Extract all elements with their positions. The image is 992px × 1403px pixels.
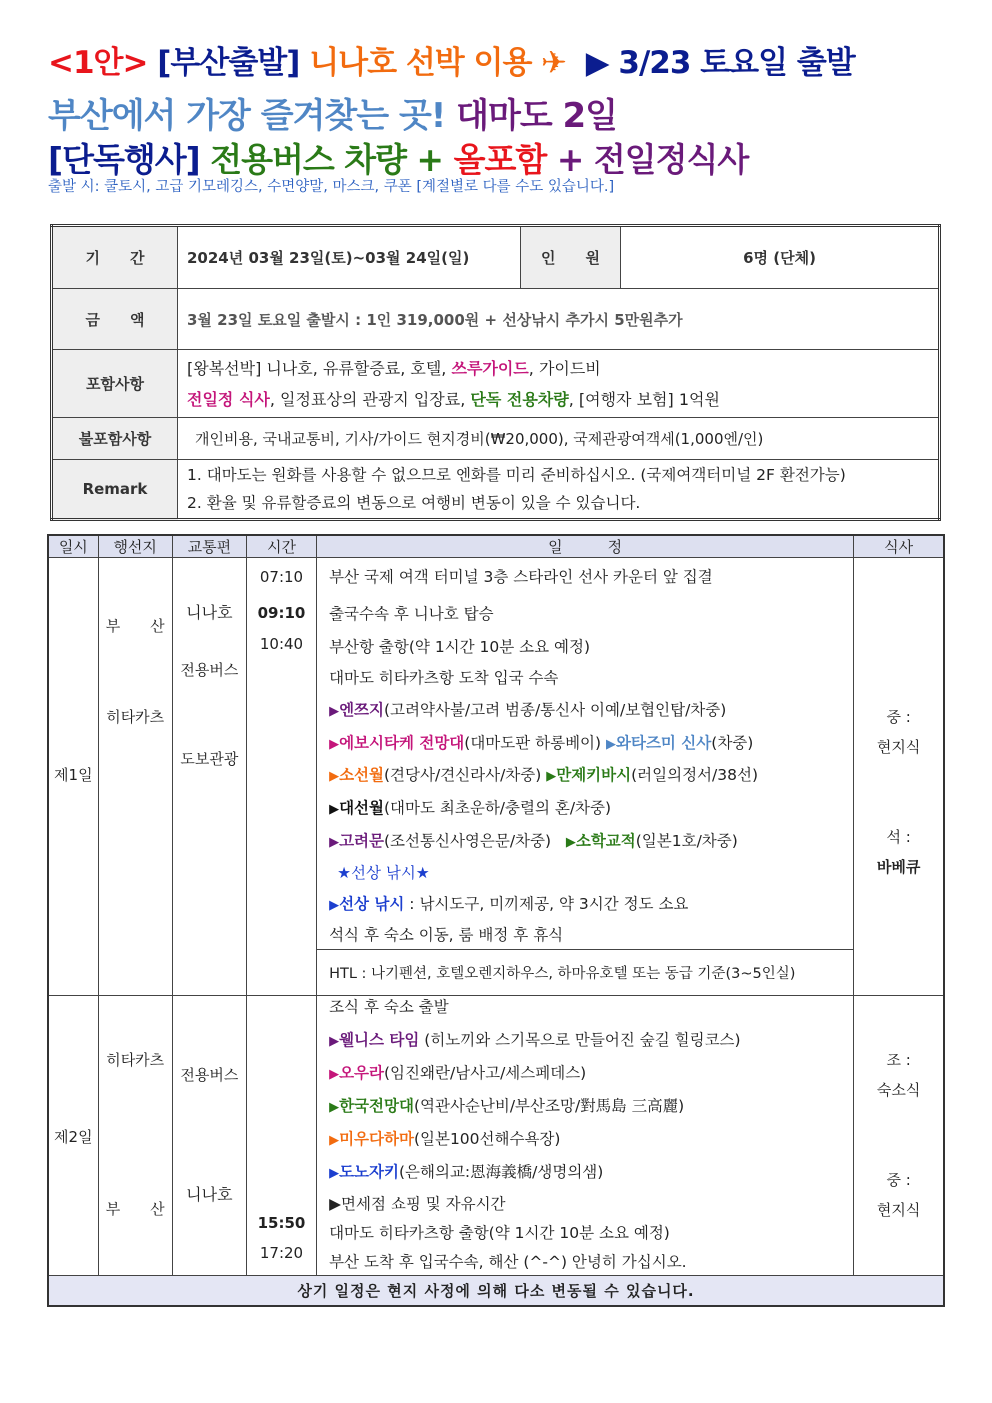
day1-time-cell (246, 558, 316, 996)
day1-lunch-label: 중 : (886, 708, 911, 726)
included-text-1: [왕복선박] 니나호, 유류할증료, 호텔, (187, 358, 452, 378)
bus-label: 전용버스 차량 + (210, 140, 444, 179)
day1-spot-entsuji-desc: (고려약사불/고려 범종/통신사 이예/보협인탑/차중) (384, 701, 727, 719)
day2-activity-5: ▶미우다하마(일본100선해수욕장) (329, 1130, 561, 1148)
day2-activities (317, 996, 854, 1276)
included-text-3: , 일정표상의 관광지 입장료, (269, 389, 471, 409)
day2-transport-bus: 전용버스 (180, 1066, 239, 1084)
day2-dest-hitakatsu: 히타카츠 (106, 1051, 165, 1069)
day1-transport-bus: 전용버스 (180, 661, 239, 679)
day1-spot-kofunakoshi: 소선월 (339, 766, 384, 784)
day1-fishing-desc: : 낚시도구, 미끼제공, 약 3시간 정도 소요 (404, 895, 689, 913)
included-text-2: , 가이드비 (528, 358, 601, 378)
day1-transport-cell (172, 558, 246, 996)
day1-spot-ofunakoshi-desc: (대마도 최초운하/충렬의 혼/차중) (384, 799, 612, 817)
day1-activity-9: ▶고려문(조선통신사영은문/차중) ▶소학교적(일본1호/차중) (329, 832, 738, 850)
day1-activity-5: ▶엔쯔지(고려약사불/고려 범종/통신사 이예/보협인탑/차중) (329, 701, 727, 719)
day2-spot-oura: 오우라 (339, 1064, 384, 1082)
day1-label: 제1일 (54, 766, 93, 784)
day1-spot-watazumi-desc: (차중) (711, 734, 754, 752)
remark-label: Remark (52, 460, 178, 520)
plan-label: <1안> (48, 45, 148, 81)
day2-time-cell (246, 996, 316, 1276)
day2-label-cell (48, 996, 98, 1276)
day1-spot-eboshi: 에보시타케 전망대 (339, 734, 465, 752)
day1-lunch: 현지식 (876, 738, 921, 756)
day2-breakfast-label: 조 : (886, 1051, 911, 1069)
day1-label-cell (48, 558, 98, 996)
day1-dinner-label: 석 : (886, 828, 911, 846)
day2-activity-6: ▶도노자키(은해의교:恩海義橋/생명의샘) (329, 1163, 604, 1181)
day2-activity-2: ▶웰니스 타임 (히노끼와 스기목으로 만들어진 숲길 힐링코스) (329, 1031, 741, 1049)
day2-spot-observatory-desc: (역관사순난비/부산조망/對馬島 三高麗) (413, 1097, 685, 1115)
day1-spot-school: 소학교적 (575, 832, 636, 850)
day1-spot-koraimon-desc: (조선통신사영은문/차중) (384, 832, 552, 850)
price-label: 금 액 (52, 289, 178, 350)
included-value (178, 350, 940, 418)
day2-transport-cell (172, 996, 246, 1276)
day1-activity-3: 부산항 출항(약 1시간 10분 소요 예정) (329, 638, 591, 656)
header-itinerary: 일 정 (317, 535, 854, 558)
title-line-2 (48, 92, 617, 140)
all-inclusive-label: 올포함 (453, 140, 547, 179)
day1-spot-manzekibashi: 만제키바시 (556, 766, 632, 784)
header-date: 일시 (48, 535, 98, 558)
header-time: 시간 (246, 535, 316, 558)
day1-activity-12: 석식 후 숙소 이동, 룸 배정 후 휴식 (329, 926, 564, 944)
schedule-table (47, 534, 945, 1307)
day1-time-3: 10:40 (259, 635, 304, 653)
header-meal: 식사 (854, 535, 944, 558)
day1-meal-cell (854, 558, 944, 996)
day2-meal-cell (854, 996, 944, 1276)
day2-spot-tonosaki: 도노자키 (339, 1163, 399, 1181)
day1-activity-6: ▶에보시타케 전망대(대마도판 하롱베이) ▶와타즈미 신사(차중) (329, 734, 754, 752)
day2-activity-9: 부산 도착 후 입국수속, 해산 (^-^) 안녕히 가십시오. (329, 1253, 687, 1271)
included-guide: 쓰루가이드 (451, 358, 529, 378)
remark-1: 1. 대마도는 원화를 사용할 수 없으므로 엔화를 미리 준비하십시오. (국제여객터미널 2F 환전가능) (187, 466, 846, 484)
day2-activity-7: ▶면세점 쇼핑 및 자유시간 (329, 1195, 506, 1213)
day1-transport-walk: 도보관광 (180, 750, 239, 768)
day2-activity-3: ▶오우라(임진왜란/남사고/세스페데스) (329, 1064, 587, 1082)
ship-label: 니나호 선박 이용 ✈ (309, 45, 567, 81)
day1-spot-eboshi-desc: (대마도판 하롱베이) (464, 734, 602, 752)
schedule-footer: 상기 일정은 현지 사정에 의해 다소 변동될 수 있습니다. (48, 1276, 944, 1306)
day1-activities (317, 558, 854, 950)
day2-spot-miuda: 미우다하마 (339, 1130, 414, 1148)
day2-spot-observatory: 한국전망대 (339, 1097, 414, 1115)
day2-transport-ship: 니나호 (186, 1185, 233, 1204)
plus-sign: + (556, 140, 584, 179)
day2-label: 제2일 (54, 1128, 93, 1146)
day2-breakfast: 숙소식 (876, 1081, 921, 1099)
excluded-value: 개인비용, 국내교통비, 기사/가이드 현지경비(₩20,000), 국제관광여객세(1,000엔/인) (178, 418, 940, 460)
destination-title: 대마도 2일 (456, 96, 618, 136)
period-value: 2024년 03월 23일(토)~03월 24일(일) (178, 226, 521, 289)
price-value: 3월 23일 토요일 출발시 : 1인 319,000원 + 선상낚시 추가시 5만원추가 (178, 289, 940, 350)
remark-2: 2. 환율 및 유류할증료의 변동으로 여행비 변동이 있을 수 있습니다. (187, 494, 641, 512)
day1-dest-busan: 부 산 (105, 617, 165, 635)
day1-fishing: 선상 낚시 (339, 895, 405, 913)
header-transport: 교통편 (172, 535, 246, 558)
info-table (50, 224, 941, 521)
included-vehicle: 단독 전용차량 (470, 389, 569, 409)
day1-dest-hitakatsu: 히타카츠 (106, 708, 165, 726)
departure-label: [부산출발] (157, 45, 300, 81)
title-line-1 (48, 40, 855, 86)
remark-value (178, 460, 940, 520)
departure-date: ▶ 3/23 토요일 출발 (585, 45, 855, 81)
day2-spot-wellness: 웰니스 타임 (339, 1031, 420, 1049)
day2-activity-8: 대마도 히타카츠항 출항(약 1시간 10분 소요 예정) (329, 1224, 670, 1242)
people-value: 6명 (단체) (621, 226, 940, 289)
private-tour-label: [단독행사] (48, 140, 200, 179)
day1-spot-koraimon: 고려문 (339, 832, 384, 850)
day1-activity-2: 출국수속 후 니나호 탑승 (329, 605, 494, 623)
day1-time-2: 09:10 (257, 604, 306, 622)
day1-activity-7: ▶소선월(견당사/견신라사/차중) ▶만제키바시(러일의정서/38선) (329, 766, 758, 784)
subtitle: 부산에서 가장 즐겨찾는 곳! (48, 96, 446, 136)
included-text-4: , [여행자 보험] 1억원 (568, 389, 720, 409)
day2-lunch: 현지식 (876, 1201, 921, 1219)
day1-activity-4: 대마도 히타카츠항 도착 입국 수속 (329, 669, 559, 687)
day2-spot-tonosaki-desc: (은해의교:恩海義橋/생명의샘) (398, 1163, 604, 1181)
day2-spot-miuda-desc: (일본100선해수욕장) (413, 1130, 561, 1148)
included-meals: 전일정 식사 (187, 389, 270, 409)
day1-transport-ship: 니나호 (186, 603, 233, 622)
departure-note: 출발 시: 쿨토시, 고급 기모레깅스, 수면양말, 마스크, 쿠폰 [계절별로 다를 수도 있습니다.] (48, 179, 615, 195)
day1-spot-entsuji: 엔쯔지 (339, 701, 384, 719)
day2-lunch-label: 중 : (886, 1171, 911, 1189)
day1-activity-1: 부산 국제 여객 터미널 3층 스타라인 선사 카운터 앞 집결 (329, 568, 713, 586)
day1-spot-watazumi: 와타즈미 신사 (616, 734, 712, 752)
excluded-label: 불포함사항 (52, 418, 178, 460)
day2-activity-1: 조식 후 숙소 출발 (329, 998, 449, 1016)
day2-destination-cell (98, 996, 172, 1276)
people-label: 인 원 (521, 226, 621, 289)
day1-spot-manzekibashi-desc: (러일의정서/38선) (631, 766, 758, 784)
day1-spot-ofunakoshi: 대선월 (339, 799, 384, 817)
day1-activity-11: ▶선상 낚시 : 낚시도구, 미끼제공, 약 3시간 정도 소요 (329, 895, 689, 913)
period-label: 기 간 (52, 226, 178, 289)
day1-time-1: 07:10 (259, 568, 304, 586)
day2-dest-busan: 부 산 (105, 1200, 165, 1218)
day1-activity-8: ▶대선월(대마도 최초운하/충렬의 혼/차중) (329, 799, 612, 817)
included-label: 포함사항 (52, 350, 178, 418)
day2-spot-oura-desc: (임진왜란/남사고/세스페데스) (384, 1064, 587, 1082)
day1-dinner: 바베큐 (876, 858, 921, 876)
header-destination: 행선지 (98, 535, 172, 558)
day2-time-1: 15:50 (257, 1214, 306, 1232)
day1-spot-school-desc: (일본1호/차중) (635, 832, 738, 850)
day1-spot-kofunakoshi-desc: (견당사/견신라사/차중) (384, 766, 542, 784)
day1-fishing-title: ★선상 낚시★ (337, 864, 430, 882)
day1-destination-cell (98, 558, 172, 996)
day1-hotel: HTL : 나기펜션, 호텔오렌지하우스, 하마유호텔 또는 동급 기준(3~5인실) (317, 950, 854, 996)
all-meals-label: 전일정식사 (593, 140, 749, 179)
day2-time-2: 17:20 (259, 1244, 304, 1262)
day2-activity-4: ▶한국전망대(역관사순난비/부산조망/對馬島 三高麗) (329, 1097, 685, 1115)
day2-spot-wellness-desc: (히노끼와 스기목으로 만들어진 숲길 힐링코스) (419, 1031, 741, 1049)
